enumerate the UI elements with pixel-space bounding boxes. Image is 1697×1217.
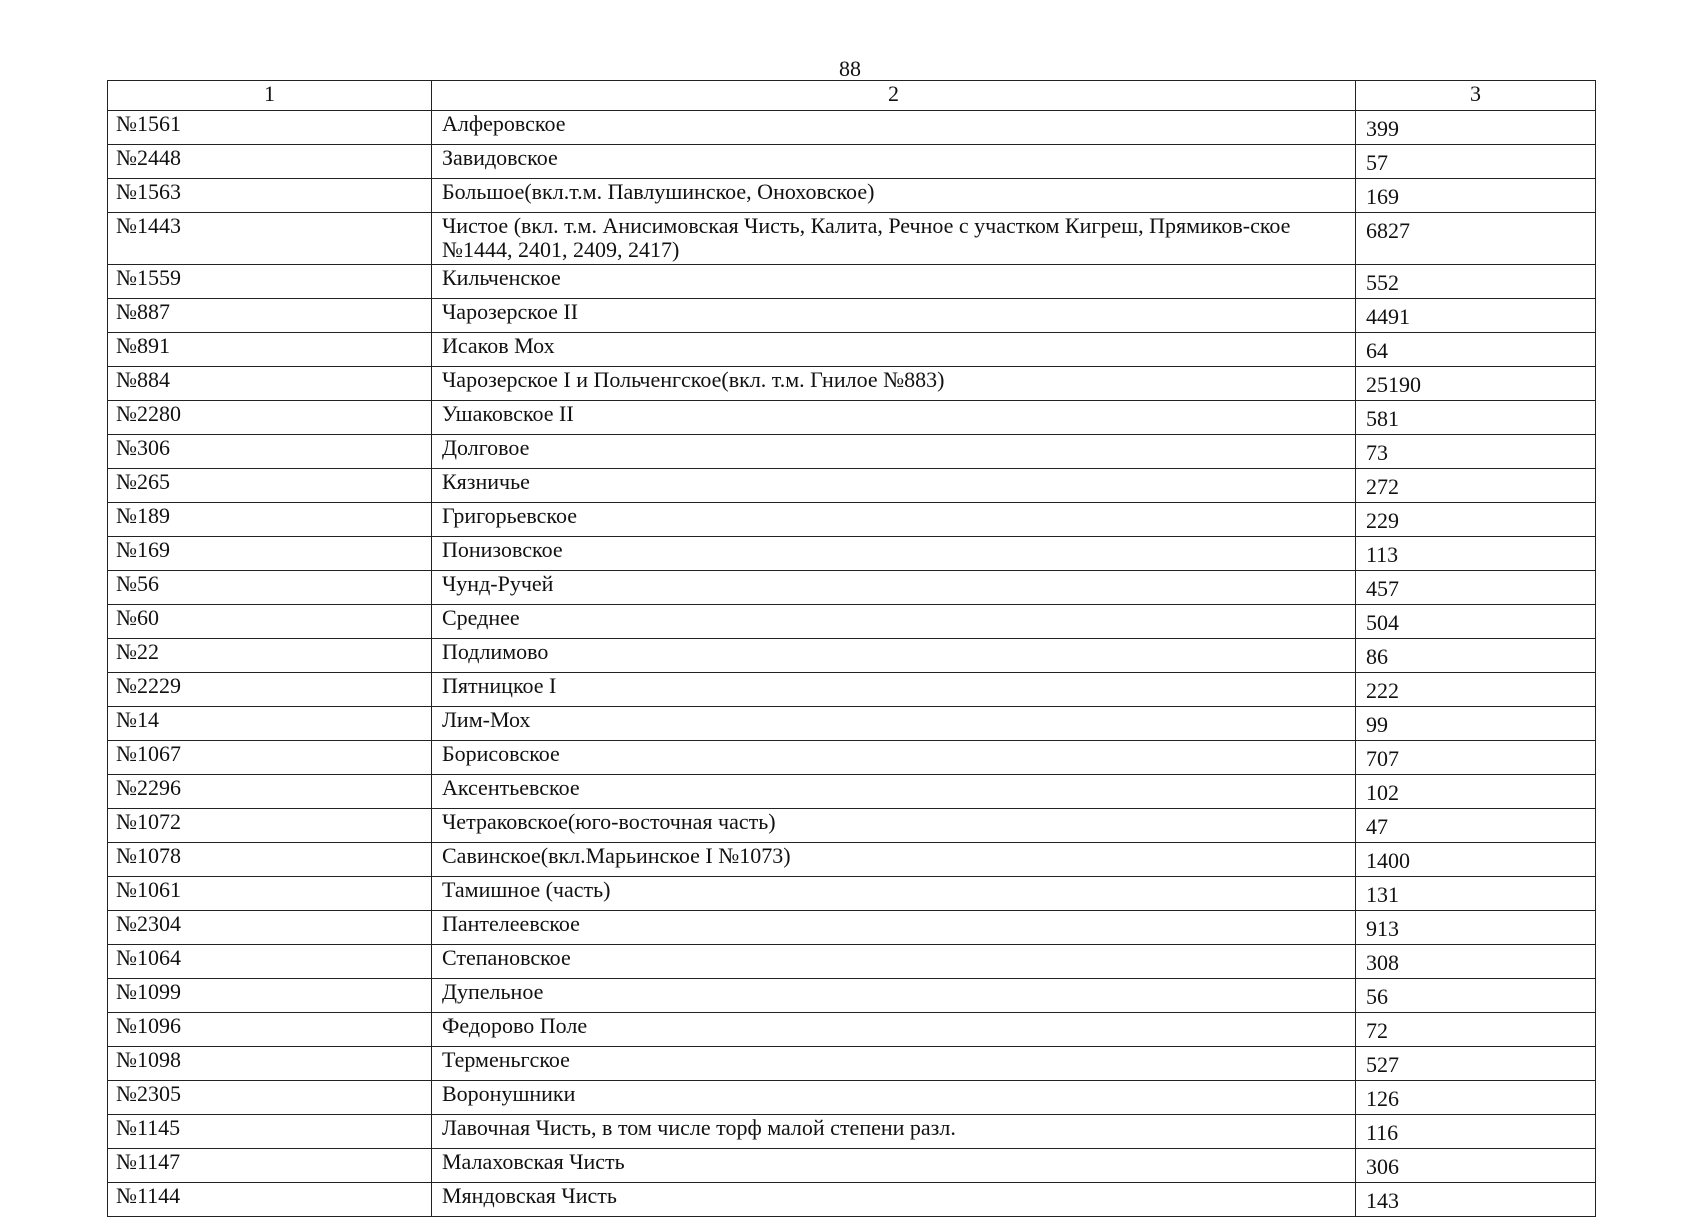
deposit-number-cell: №1099 [108,979,432,1013]
deposit-name-cell: Алферовское [432,111,1356,145]
table-row [108,945,1596,979]
deposit-number-cell: №884 [108,367,432,401]
deposit-value-cell: 707 [1356,741,1596,775]
column-header-3: 3 [1356,81,1596,111]
deposit-value-cell: 72 [1356,1013,1596,1047]
deposit-name-cell: Григорьевское [432,503,1356,537]
deposit-value-cell: 47 [1356,809,1596,843]
deposit-number-cell: №306 [108,435,432,469]
deposit-number-cell: №1563 [108,179,432,213]
deposit-name-cell: Пантелеевское [432,911,1356,945]
deposit-number-cell: №887 [108,299,432,333]
deposit-name-cell: Мяндовская Чисть [432,1183,1356,1217]
deposit-name-cell: Чарозерское II [432,299,1356,333]
table-row [108,605,1596,639]
deposit-number-cell: №1145 [108,1115,432,1149]
deposit-value-cell: 99 [1356,707,1596,741]
deposit-number-cell: №1061 [108,877,432,911]
page-number: 88 [839,56,861,81]
deposit-value-cell: 527 [1356,1047,1596,1081]
table-row [108,435,1596,469]
deposit-value-cell: 306 [1356,1149,1596,1183]
deposit-name-cell: Большое(вкл.т.м. Павлушинское, Оноховское) [432,179,1356,213]
deposit-number-cell: №169 [108,537,432,571]
table-row [108,1013,1596,1047]
deposit-value-cell: 131 [1356,877,1596,911]
deposit-number-cell: №891 [108,333,432,367]
deposit-number-cell: №14 [108,707,432,741]
table-row [108,1149,1596,1183]
deposit-value-cell: 913 [1356,911,1596,945]
deposit-number-cell: №2448 [108,145,432,179]
deposit-value-cell: 229 [1356,503,1596,537]
deposit-value-cell: 6827 [1356,213,1596,265]
deposit-value-cell: 457 [1356,571,1596,605]
table-row [108,367,1596,401]
deposit-value-cell: 102 [1356,775,1596,809]
deposit-number-cell: №2304 [108,911,432,945]
deposit-value-cell: 552 [1356,265,1596,299]
deposit-name-cell: Степановское [432,945,1356,979]
deposit-number-cell: №189 [108,503,432,537]
deposit-value-cell: 581 [1356,401,1596,435]
deposit-value-cell: 308 [1356,945,1596,979]
deposit-name-cell: Завидовское [432,145,1356,179]
deposit-number-cell: №265 [108,469,432,503]
deposit-value-cell: 169 [1356,179,1596,213]
header-row [108,81,1596,111]
deposit-number-cell: №1064 [108,945,432,979]
column-header-1: 1 [108,81,432,111]
table-row [108,503,1596,537]
deposit-name-cell: Кильченское [432,265,1356,299]
deposit-value-cell: 25190 [1356,367,1596,401]
deposit-name-cell: Пятницкое I [432,673,1356,707]
deposit-number-cell: №1147 [108,1149,432,1183]
deposit-name-cell: Воронушники [432,1081,1356,1115]
deposit-value-cell: 222 [1356,673,1596,707]
deposit-number-cell: №2280 [108,401,432,435]
deposit-value-cell: 64 [1356,333,1596,367]
table-row [108,537,1596,571]
table-row [108,1047,1596,1081]
deposit-name-cell: Исаков Мох [432,333,1356,367]
deposit-value-cell: 116 [1356,1115,1596,1149]
deposit-name-cell: Лим-Мох [432,707,1356,741]
deposit-name-cell: Кязничье [432,469,1356,503]
deposit-name-cell: Долговое [432,435,1356,469]
deposit-number-cell: №1067 [108,741,432,775]
table-row [108,979,1596,1013]
deposit-number-cell: №1559 [108,265,432,299]
table-row [108,145,1596,179]
deposit-value-cell: 73 [1356,435,1596,469]
table-row [108,639,1596,673]
deposit-name-cell: Тамишное (часть) [432,877,1356,911]
deposit-name-cell: Чарозерское I и Польченгское(вкл. т.м. Гнилое №883) [432,367,1356,401]
table-row [108,213,1596,265]
deposit-number-cell: №1443 [108,213,432,265]
deposit-number-cell: №1096 [108,1013,432,1047]
table-row [108,707,1596,741]
table-row [108,673,1596,707]
table-row [108,571,1596,605]
deposit-value-cell: 143 [1356,1183,1596,1217]
deposit-value-cell: 57 [1356,145,1596,179]
deposit-name-cell: Малаховская Чисть [432,1149,1356,1183]
deposit-number-cell: №60 [108,605,432,639]
deposit-value-cell: 399 [1356,111,1596,145]
table-row [108,299,1596,333]
table-row [108,265,1596,299]
deposit-number-cell: №2296 [108,775,432,809]
deposit-number-cell: №1561 [108,111,432,145]
deposit-name-cell: Федорово Поле [432,1013,1356,1047]
deposit-name-cell: Дупельное [432,979,1356,1013]
table-row [108,809,1596,843]
deposit-value-cell: 113 [1356,537,1596,571]
deposit-number-cell: №2305 [108,1081,432,1115]
deposit-name-cell: Чистое (вкл. т.м. Анисимовская Чисть, Калита, Речное с участком Кигреш, Прямиков-ское №1444, 2401, 2409, 2417) [432,213,1356,265]
deposit-name-cell: Понизовское [432,537,1356,571]
table-row [108,1115,1596,1149]
table-row [108,877,1596,911]
table-row [108,741,1596,775]
deposit-name-cell: Четраковское(юго-восточная часть) [432,809,1356,843]
table-row [108,775,1596,809]
deposit-value-cell: 504 [1356,605,1596,639]
deposit-name-cell: Терменьгское [432,1047,1356,1081]
deposit-name-cell: Аксентьевское [432,775,1356,809]
deposit-value-cell: 86 [1356,639,1596,673]
peat-deposits-table-container [107,80,1596,1217]
deposit-value-cell: 272 [1356,469,1596,503]
table-header [108,81,1596,111]
peat-deposits-table [107,80,1596,1217]
deposit-number-cell: №56 [108,571,432,605]
deposit-name-cell: Лавочная Чисть, в том числе торф малой степени разл. [432,1115,1356,1149]
deposit-number-cell: №1098 [108,1047,432,1081]
table-row [108,843,1596,877]
deposit-value-cell: 1400 [1356,843,1596,877]
table-row [108,333,1596,367]
deposit-number-cell: №1078 [108,843,432,877]
deposit-number-cell: №1144 [108,1183,432,1217]
deposit-name-cell: Ушаковское II [432,401,1356,435]
table-row [108,111,1596,145]
table-row [108,179,1596,213]
deposit-name-cell: Среднее [432,605,1356,639]
table-row [108,469,1596,503]
table-row [108,1081,1596,1115]
deposit-name-cell: Борисовское [432,741,1356,775]
table-row [108,401,1596,435]
deposit-name-cell: Чунд-Ручей [432,571,1356,605]
table-row [108,911,1596,945]
table-body [108,111,1596,1217]
deposit-value-cell: 126 [1356,1081,1596,1115]
deposit-value-cell: 56 [1356,979,1596,1013]
column-header-2: 2 [432,81,1356,111]
deposit-name-cell: Подлимово [432,639,1356,673]
deposit-name-cell: Савинское(вкл.Марьинское I №1073) [432,843,1356,877]
deposit-number-cell: №1072 [108,809,432,843]
deposit-number-cell: №22 [108,639,432,673]
deposit-value-cell: 4491 [1356,299,1596,333]
deposit-number-cell: №2229 [108,673,432,707]
